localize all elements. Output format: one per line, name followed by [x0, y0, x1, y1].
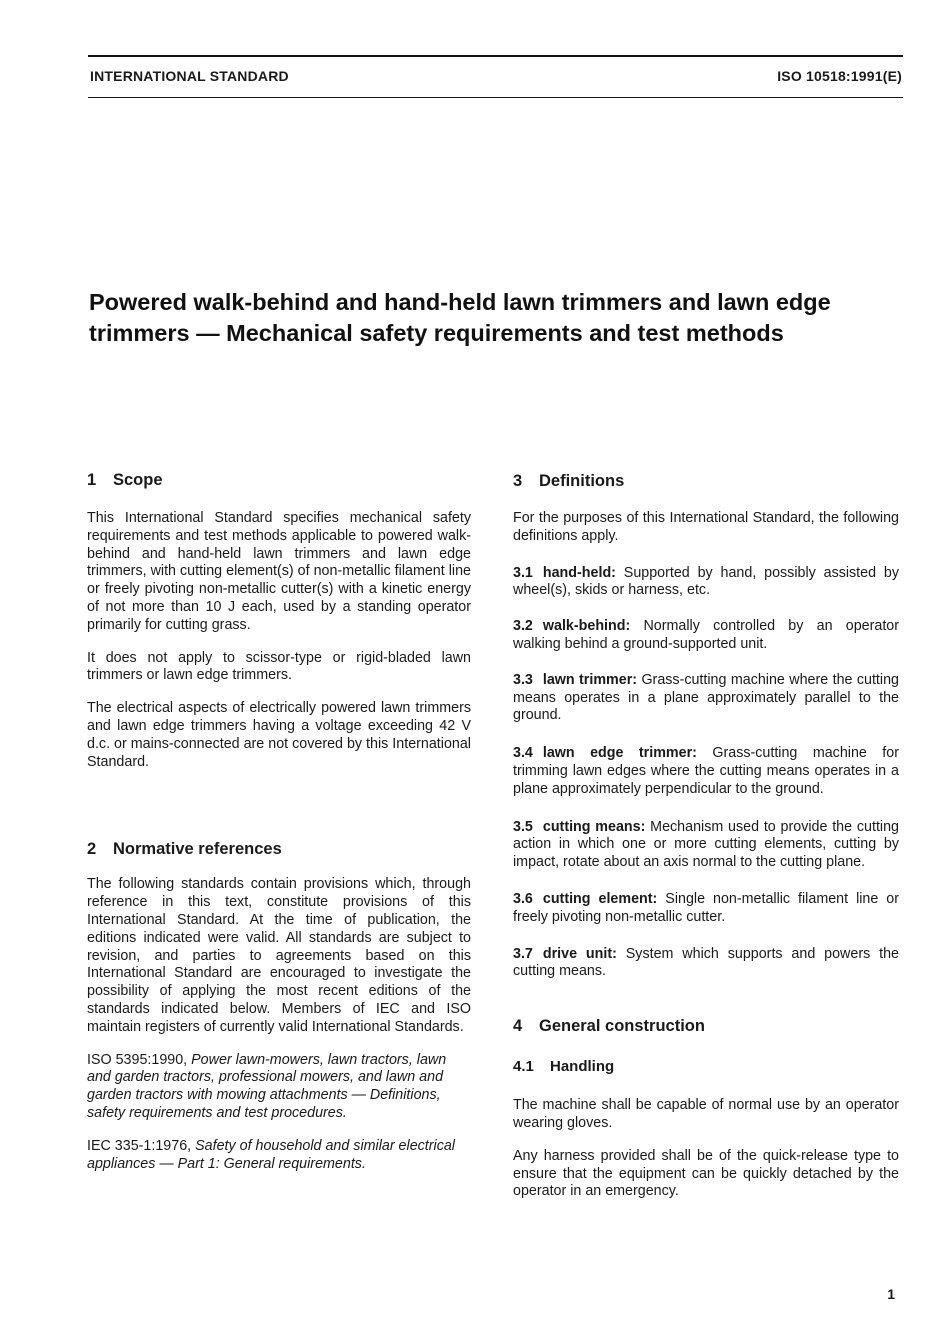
- subsection-title: Handling: [550, 1058, 615, 1076]
- right-column: [513, 467, 899, 1201]
- definition-text: Grass-cutting machine where the cutting means operates in a plane approximately parallel to the ground.: [513, 671, 899, 724]
- definition-number: 3.5: [513, 818, 533, 835]
- section-heading-normative-references: [87, 838, 471, 860]
- reference-title: Safety of household and similar electrical appliances — Part 1: General requirements.: [87, 1137, 455, 1172]
- scope-paragraph-2: It does not apply to scissor-type or rigid-bladed lawn trimmers or lawn edge trimmers.: [87, 649, 471, 684]
- definition-term: cutting element:: [542, 890, 658, 907]
- left-column: [87, 467, 471, 1173]
- document-title: Powered walk-behind and hand-held lawn trimmers and lawn edge trimmers — Mechanical safety requirements and test methods: [89, 289, 831, 346]
- definition-item: [513, 618, 899, 654]
- definition-item: [513, 946, 899, 982]
- header-rule-bottom: [88, 97, 903, 98]
- header-rule-top: [88, 55, 903, 57]
- page-number: 1: [887, 1286, 895, 1302]
- definition-term: cutting means:: [542, 818, 646, 835]
- definition-term: walk-behind:: [542, 618, 631, 635]
- definition-text: System which supports and powers the cutting means.: [513, 945, 899, 980]
- definitions-intro-paragraph: For the purposes of this International Standard, the following definitions apply.: [513, 510, 899, 544]
- definition-term: drive unit:: [542, 945, 617, 962]
- definition-number: 3.4: [513, 745, 533, 762]
- section-heading-scope: [87, 469, 471, 491]
- subsection-number: 4.1: [513, 1058, 534, 1076]
- definition-item: [513, 565, 899, 601]
- definition-term: hand-held:: [542, 564, 616, 581]
- definition-item: [513, 891, 899, 927]
- reference-title: Power lawn-mowers, lawn tractors, lawn and garden tractors, professional mowers, and lawn and garden tractors with mowing attachments — Definitions, safety requirements and test procedures.: [87, 1051, 447, 1121]
- header-standard-type: INTERNATIONAL STANDARD: [90, 68, 289, 84]
- definition-item: [513, 745, 899, 798]
- normative-reference: [87, 1138, 471, 1174]
- section-number: 4: [513, 1017, 523, 1036]
- subsection-heading-handling: [513, 1057, 899, 1077]
- definition-text: Grass-cutting machine for trimming lawn edges where the cutting means operates in a plane approximately perpendicular to the ground.: [513, 745, 899, 797]
- scope-paragraph-3: The electrical aspects of electrically powered lawn trimmers and lawn edge trimmers having a voltage exceeding 42 V d.c. or mains-connected are not covered by this International Standard.: [87, 700, 471, 770]
- section-title: Definitions: [539, 472, 625, 490]
- normative-reference: [87, 1052, 471, 1123]
- reference-code: IEC 335-1:1976,: [87, 1137, 192, 1154]
- handling-paragraph-1: The machine shall be capable of normal use by an operator wearing gloves.: [513, 1097, 899, 1131]
- definition-number: 3.2: [513, 618, 533, 635]
- handling-paragraph-2: Any harness provided shall be of the quick-release type to ensure that the equipment can be quickly detached by the operator in an emergency.: [513, 1147, 899, 1200]
- definition-item: [513, 819, 899, 872]
- scope-paragraph-1: This International Standard specifies mechanical safety requirements and test methods applicable to powered walk-behind and hand-held lawn trimmers and lawn edge trimmers, with cutting element(s) of non-metallic filament line or freely pivoting non-metallic cutter(s) with a kinetic energy of not more than 10 J each, used by a standing operator primarily for cutting grass.: [87, 510, 471, 633]
- definition-number: 3.1: [513, 564, 533, 581]
- definition-text: Supported by hand, possibly assisted by wheel(s), skids or harness, etc.: [513, 564, 899, 599]
- definition-text: Normally controlled by an operator walking behind a ground-supported unit.: [513, 618, 900, 652]
- section-heading-general-construction: [513, 1015, 899, 1037]
- section-number: 1: [87, 471, 97, 489]
- definition-number: 3.3: [513, 671, 533, 688]
- section-title: Normative references: [113, 840, 282, 859]
- normative-intro-paragraph: The following standards contain provisions which, through reference in this text, constitute provisions of this International Standard. At the time of publication, the editions indicated were valid. All standards are subject to revision, and parties to agreements based on this International Standard are encouraged to investigate the possibility of applying the most recent editions of the standards indicated below. Members of IEC and ISO maintain registers of currently valid International Standards.: [87, 876, 471, 1035]
- definition-term: lawn trimmer:: [542, 671, 638, 688]
- section-heading-definitions: [513, 470, 899, 492]
- section-title: Scope: [113, 471, 163, 489]
- definition-number: 3.7: [513, 945, 533, 962]
- section-number: 2: [87, 840, 97, 859]
- definition-number: 3.6: [513, 890, 533, 907]
- section-number: 3: [513, 472, 523, 490]
- definition-text: Mechanism used to provide the cutting action in which one or more cutting elements, cutting by impact, rotate about an axis normal to the cutting plane.: [513, 818, 899, 871]
- header-document-number: ISO 10518:1991(E): [777, 68, 902, 84]
- definition-text: Single non-metallic filament line or freely pivoting non-metallic cutter.: [513, 890, 900, 925]
- definition-term: lawn edge trimmer:: [542, 745, 697, 762]
- definition-item: [513, 672, 899, 725]
- section-title: General construction: [539, 1017, 705, 1036]
- reference-code: ISO 5395:1990,: [87, 1051, 188, 1068]
